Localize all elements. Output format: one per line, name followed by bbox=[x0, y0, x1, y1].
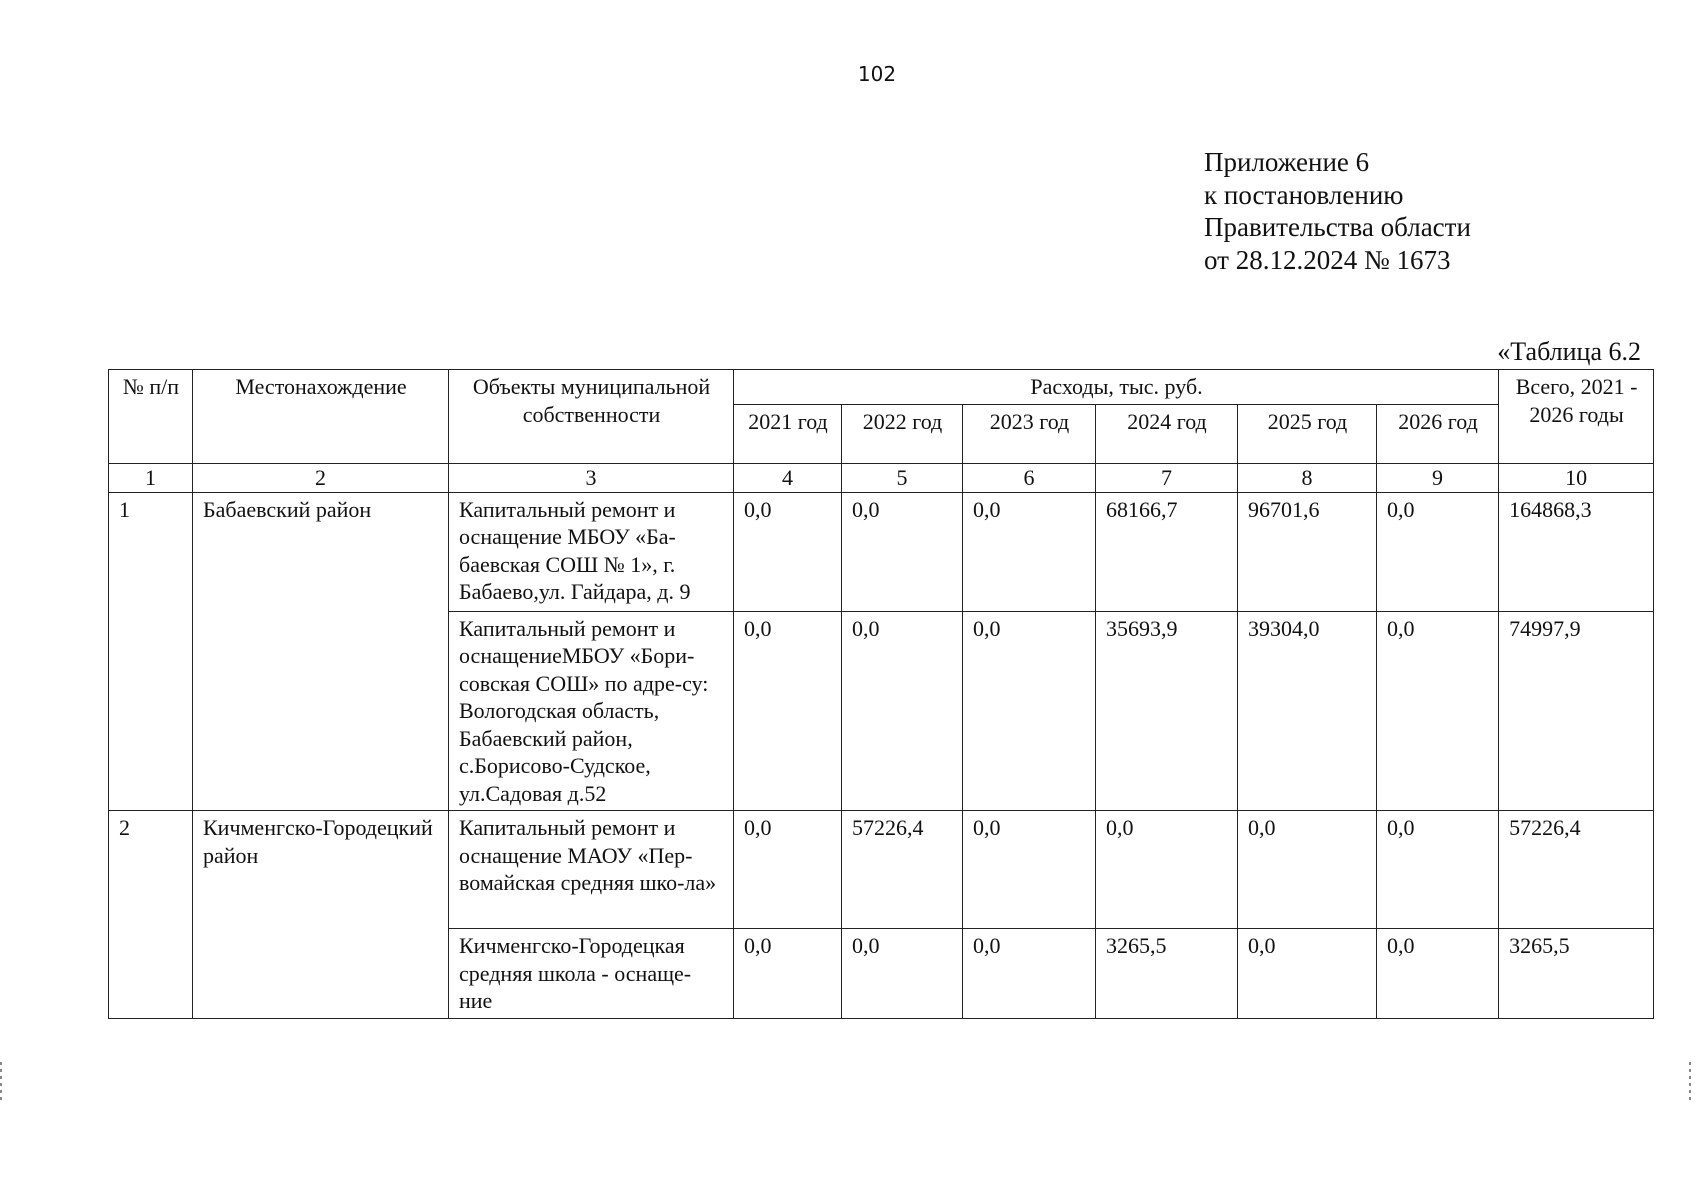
row-value: 0,0 bbox=[734, 492, 842, 611]
row-value: 0,0 bbox=[963, 929, 1096, 1019]
appendix-line: к постановлению bbox=[1204, 179, 1404, 210]
row-value: 0,0 bbox=[1377, 492, 1499, 611]
row-number: 2 bbox=[109, 811, 193, 1019]
column-number: 7 bbox=[1096, 463, 1238, 492]
row-total: 164868,3 bbox=[1499, 492, 1654, 611]
row-value: 0,0 bbox=[842, 492, 963, 611]
table-caption: «Таблица 6.2 bbox=[1497, 337, 1641, 366]
scan-edge-mark bbox=[0, 1062, 2, 1102]
column-number: 9 bbox=[1377, 463, 1499, 492]
column-number: 4 bbox=[734, 463, 842, 492]
appendix-line: Правительства области bbox=[1204, 212, 1471, 242]
row-value: 0,0 bbox=[1096, 811, 1238, 929]
column-number: 8 bbox=[1238, 463, 1377, 492]
row-value: 0,0 bbox=[1377, 611, 1499, 811]
row-number: 1 bbox=[109, 492, 193, 811]
appendix-block bbox=[1204, 146, 1471, 276]
header-year: 2022 год bbox=[842, 404, 963, 463]
row-object: Капитальный ремонт и оснащение МАОУ «Пер-вомайская средняя шко-ла» bbox=[449, 811, 734, 929]
header-location: Местонахождение bbox=[193, 370, 449, 464]
column-numbers-row bbox=[109, 463, 1654, 492]
column-number: 2 bbox=[193, 463, 449, 492]
row-value: 0,0 bbox=[1377, 811, 1499, 929]
table-row bbox=[109, 811, 1654, 929]
column-number: 1 bbox=[109, 463, 193, 492]
header-year: 2025 год bbox=[1238, 404, 1377, 463]
column-number: 10 bbox=[1499, 463, 1654, 492]
header-row bbox=[109, 370, 1654, 405]
row-object: Капитальный ремонт и оснащение МБОУ «Ба-баевская СОШ № 1», г. Бабаево,ул. Гайдара, д. 9 bbox=[449, 492, 734, 611]
expenses-table bbox=[108, 369, 1654, 1019]
row-value: 0,0 bbox=[734, 811, 842, 929]
appendix-line: от 28.12.2024 № 1673 bbox=[1204, 244, 1451, 275]
appendix-line: Приложение 6 bbox=[1204, 147, 1370, 177]
row-value: 0,0 bbox=[842, 611, 963, 811]
table-row bbox=[109, 492, 1654, 611]
row-value: 68166,7 bbox=[1096, 492, 1238, 611]
row-value: 0,0 bbox=[963, 811, 1096, 929]
header-year: 2024 год bbox=[1096, 404, 1238, 463]
scan-edge-mark bbox=[1689, 1062, 1691, 1102]
column-number: 5 bbox=[842, 463, 963, 492]
header-num: № п/п bbox=[109, 370, 193, 464]
row-value: 0,0 bbox=[963, 611, 1096, 811]
row-object: Капитальный ремонт и оснащениеМБОУ «Бори-совская СОШ» по адре-су: Вологодская область, Бабаевский район, с.Борисово-Судское, ул.Садовая д.52 bbox=[449, 611, 734, 811]
row-value: 35693,9 bbox=[1096, 611, 1238, 811]
row-object: Кичменгско-Городецкая средняя школа - оснаще-ние bbox=[449, 929, 734, 1019]
row-value: 0,0 bbox=[734, 929, 842, 1019]
row-value: 0,0 bbox=[1377, 929, 1499, 1019]
column-number: 3 bbox=[449, 463, 734, 492]
header-total: Всего, 2021 - 2026 годы bbox=[1499, 370, 1654, 464]
row-total: 3265,5 bbox=[1499, 929, 1654, 1019]
row-value: 0,0 bbox=[734, 611, 842, 811]
row-location: Кичменгско-Городецкий район bbox=[193, 811, 449, 1019]
row-value: 0,0 bbox=[1238, 811, 1377, 929]
page-number: 102 bbox=[857, 62, 897, 86]
row-location: Бабаевский район bbox=[193, 492, 449, 811]
header-year: 2021 год bbox=[734, 404, 842, 463]
row-value: 39304,0 bbox=[1238, 611, 1377, 811]
row-total: 57226,4 bbox=[1499, 811, 1654, 929]
row-total: 74997,9 bbox=[1499, 611, 1654, 811]
row-value: 3265,5 bbox=[1096, 929, 1238, 1019]
row-value: 0,0 bbox=[963, 492, 1096, 611]
header-year: 2023 год bbox=[963, 404, 1096, 463]
row-value: 0,0 bbox=[1238, 929, 1377, 1019]
row-value: 96701,6 bbox=[1238, 492, 1377, 611]
header-year: 2026 год bbox=[1377, 404, 1499, 463]
row-value: 0,0 bbox=[842, 929, 963, 1019]
header-objects: Объекты муниципальной собственности bbox=[449, 370, 734, 464]
row-value: 57226,4 bbox=[842, 811, 963, 929]
column-number: 6 bbox=[963, 463, 1096, 492]
header-expenses: Расходы, тыс. руб. bbox=[734, 370, 1499, 405]
